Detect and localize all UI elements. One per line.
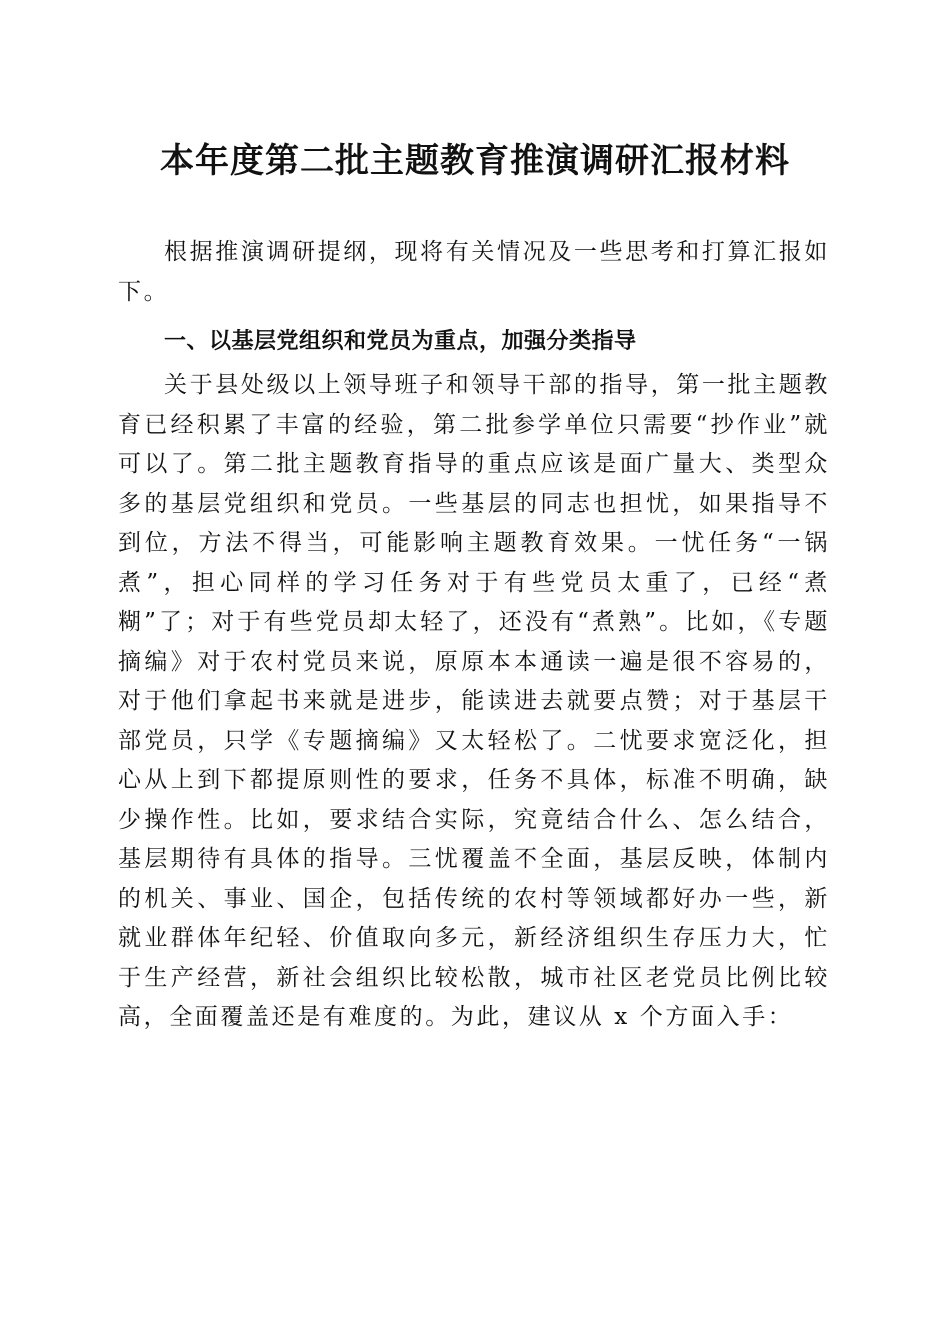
body-paragraph: 关于县处级以上领导班子和领导干部的指导，第一批主题教育已经积累了丰富的经验，第二批参学单位只需要“抄作业”就可以了。第二批主题教育指导的重点应该是面广量大、类型众多的基层党组织和党员。一些基层的同志也担忧，如果指导不到位，方法不得当，可能影响主题教育效果。一忧任务“一锅煮”，担心同样的学习任务对于有些党员太重了，已经“煮糊”了；对于有些党员却太轻了，还没有“煮熟”。比如，《专题摘编》对于农村党员来说，原原本本通读一遍是很不容易的，对于他们拿起书来就是进步，能读进去就要点赞；对于基层干部党员，只学《专题摘编》又太轻松了。二忧要求宽泛化，担心从上到下都提原则性的要求，任务不具体，标准不明确，缺少操作性。比如，要求结合实际，究竟结合什么、怎么结合，基层期待有具体的指导。三忧覆盖不全面，基层反映，体制内的机关、事业、国企，包括传统的农村等领域都好办一些，新就业群体年纪轻、价值取向多元，新经济组织生存压力大，忙于生产经营，新社会组织比较松散，城市社区老党员比例比较高，全面覆盖还是有难度的。为此，建议从 x 个方面入手： (118, 372, 830, 1030)
document-title: 本年度第二批主题教育推演调研汇报材料 (160, 141, 790, 181)
section-heading: 一、以基层党组织和党员为重点，加强分类指导 (164, 329, 637, 354)
intro-paragraph: 根据推演调研提纲，现将有关情况及一些思考和打算汇报如下。 (118, 239, 830, 305)
